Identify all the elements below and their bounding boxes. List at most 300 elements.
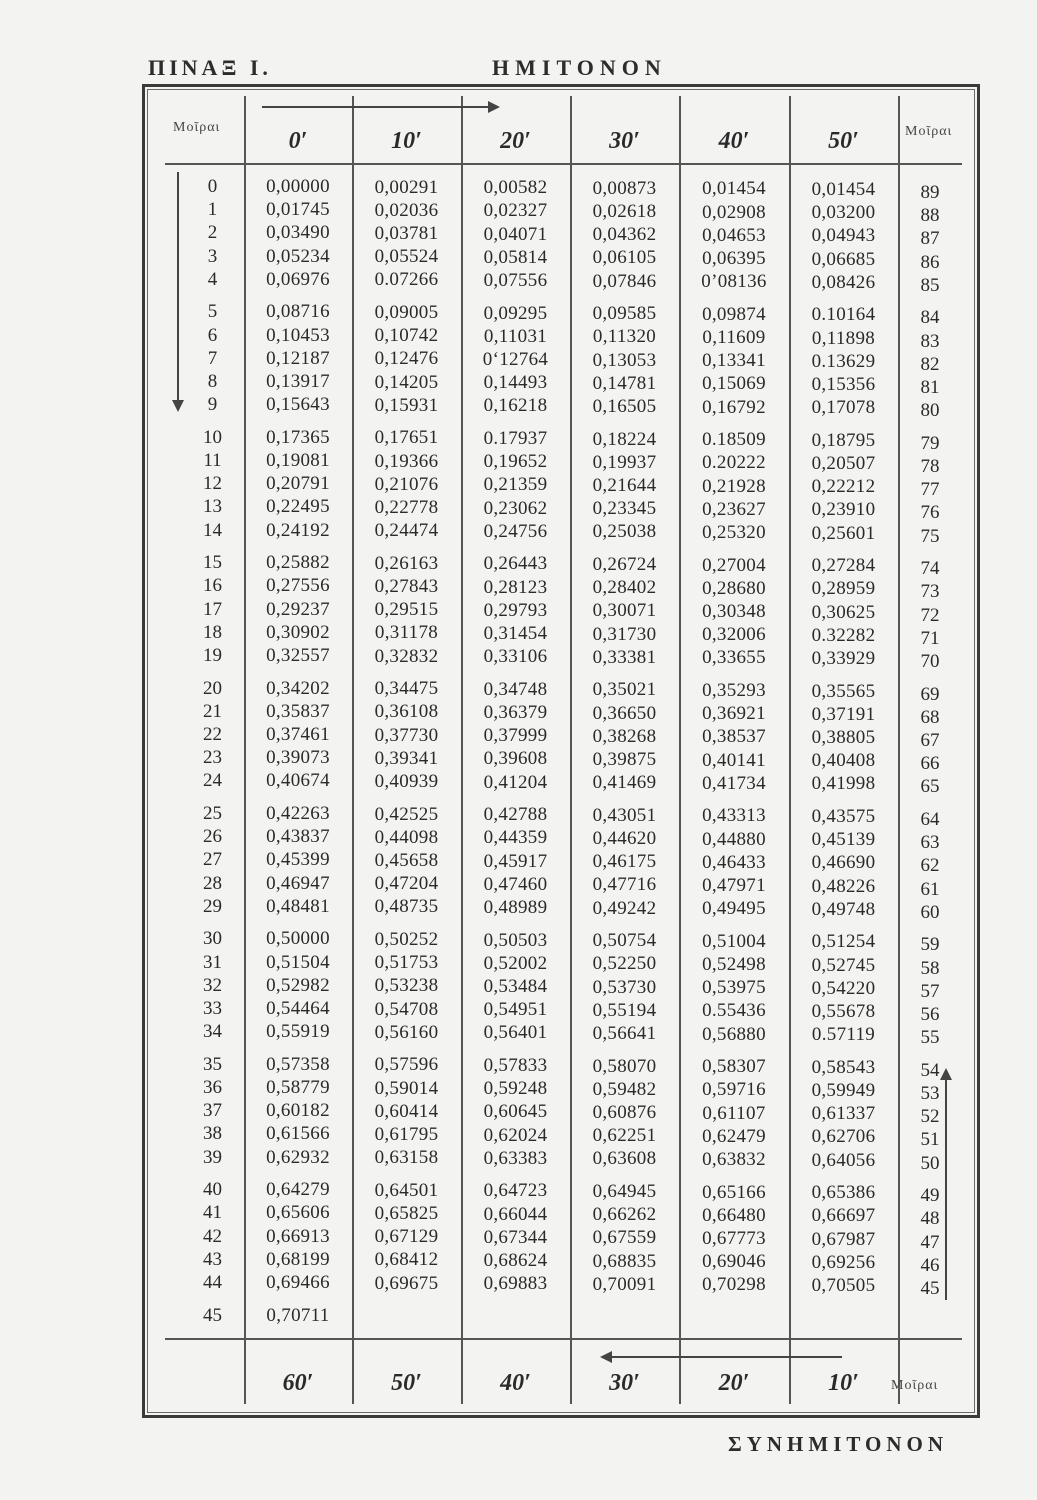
sine-value: 0,69675 bbox=[374, 1272, 439, 1294]
sine-value: 0,06685 bbox=[811, 248, 876, 270]
sine-value: 0,63608 bbox=[592, 1148, 657, 1170]
sine-value: 0,11609 bbox=[702, 327, 766, 348]
sine-value: 0,37461 bbox=[266, 724, 330, 745]
sine-value: 0,22778 bbox=[374, 497, 439, 518]
sine-value: 0,03200 bbox=[811, 202, 876, 224]
sine-value: 0,14781 bbox=[592, 372, 657, 394]
degree-value: 24 bbox=[203, 770, 222, 792]
sine-value: 0,03490 bbox=[266, 222, 330, 244]
degree-value: 12 bbox=[203, 473, 222, 495]
complement-degree-value: 53 bbox=[920, 1083, 940, 1104]
sine-value: 0,56880 bbox=[702, 1023, 766, 1045]
degree-value: 30 bbox=[203, 928, 222, 950]
complement-degree-value: 78 bbox=[920, 456, 940, 477]
sine-value: 0,59482 bbox=[592, 1078, 657, 1100]
sine-value: 0,53730 bbox=[592, 976, 657, 998]
sine-value: 0,12476 bbox=[374, 348, 439, 370]
sine-value: 0,25601 bbox=[811, 522, 876, 544]
sine-value: 0,58070 bbox=[592, 1055, 657, 1077]
sine-value: 0,27284 bbox=[811, 555, 876, 577]
sine-value: 0,61566 bbox=[266, 1123, 330, 1145]
sine-value: 0,23910 bbox=[811, 499, 876, 521]
sine-value: 0,12187 bbox=[266, 347, 330, 369]
complement-degree-value: 65 bbox=[920, 776, 940, 798]
degree-value: 42 bbox=[203, 1225, 222, 1247]
header-divider bbox=[165, 163, 962, 165]
complement-degree-value: 85 bbox=[920, 274, 940, 296]
sine-value: 0,62024 bbox=[483, 1124, 548, 1146]
sine-value: 0,41469 bbox=[592, 772, 657, 794]
sine-value: 0,67559 bbox=[592, 1227, 657, 1249]
sine-value: 0,66044 bbox=[483, 1203, 548, 1225]
sine-value: 0.07266 bbox=[374, 269, 439, 291]
minutes-footer-0: 60′ bbox=[282, 1370, 314, 1396]
sine-value: 0,19081 bbox=[266, 450, 330, 471]
sine-value: 0,31730 bbox=[592, 623, 657, 645]
sine-value: 0,30071 bbox=[592, 600, 657, 622]
sine-value: 0,46690 bbox=[811, 852, 876, 874]
sine-value: 0,44620 bbox=[592, 828, 657, 849]
sine-value: 0,57358 bbox=[266, 1053, 330, 1075]
sine-value: 0,21076 bbox=[374, 473, 439, 495]
complement-degree-value: 70 bbox=[920, 651, 940, 672]
sine-value: 0,35837 bbox=[266, 700, 330, 722]
sine-value: 0,34202 bbox=[266, 677, 330, 699]
sine-value: 0,02908 bbox=[702, 201, 766, 223]
degree-value: 21 bbox=[203, 700, 222, 722]
sine-value: 0,05234 bbox=[266, 245, 330, 267]
sine-value: 0,48735 bbox=[374, 896, 439, 918]
sine-value: 0,49748 bbox=[811, 898, 876, 920]
degree-value: 20 bbox=[203, 677, 222, 699]
sine-value: 0,11898 bbox=[811, 327, 876, 349]
degree-value: 10 bbox=[203, 426, 222, 448]
sine-value: 0,35565 bbox=[811, 680, 876, 702]
complement-degree-value: 56 bbox=[920, 1004, 940, 1025]
sine-value: 0,21644 bbox=[592, 475, 657, 496]
arrow-right-icon bbox=[488, 101, 500, 113]
sine-value: 0,31454 bbox=[483, 623, 548, 644]
sine-value: 0,19366 bbox=[374, 450, 439, 472]
sine-value: 0,28959 bbox=[811, 578, 876, 600]
complement-degree-value: 49 bbox=[920, 1185, 940, 1207]
degree-value: 6 bbox=[207, 324, 218, 346]
sine-value: 0,68835 bbox=[592, 1250, 657, 1272]
arrow-left-icon bbox=[600, 1351, 612, 1363]
sine-value: 0,68199 bbox=[266, 1248, 330, 1270]
sine-value: 0,67987 bbox=[811, 1228, 876, 1250]
degree-value: 16 bbox=[203, 575, 222, 597]
degree-value: 0 bbox=[207, 176, 218, 197]
sine-value: 0,59949 bbox=[811, 1080, 876, 1101]
degree-value: 35 bbox=[203, 1053, 222, 1075]
sine-value: 0,10742 bbox=[374, 325, 439, 347]
sine-value: 0,49242 bbox=[592, 897, 657, 919]
sine-value: 0,00582 bbox=[483, 177, 548, 199]
sine-value: 0,15643 bbox=[266, 394, 330, 416]
arrow-down-icon bbox=[172, 400, 184, 412]
sine-value: 0,67344 bbox=[483, 1226, 548, 1248]
sine-value: 0,60414 bbox=[374, 1100, 439, 1122]
sine-value: 0,40408 bbox=[811, 750, 876, 772]
complement-degree-value: 79 bbox=[920, 432, 940, 454]
degree-value: 31 bbox=[203, 951, 222, 973]
sine-value: 0,43051 bbox=[592, 804, 657, 826]
sine-value: 0,60645 bbox=[483, 1101, 548, 1123]
sine-value: 0,36108 bbox=[374, 701, 439, 723]
sine-value: 0,38268 bbox=[592, 725, 657, 747]
degree-value: 40 bbox=[203, 1179, 222, 1201]
complement-degree-value: 80 bbox=[920, 400, 940, 422]
sine-value: 0,63158 bbox=[374, 1147, 439, 1169]
sine-value: 0,45658 bbox=[374, 850, 439, 871]
complement-degree-value: 68 bbox=[920, 706, 940, 728]
complement-degree-value: 76 bbox=[920, 502, 940, 524]
sine-value: 0,50000 bbox=[266, 928, 330, 950]
complement-degree-value: 61 bbox=[920, 878, 940, 900]
sine-value: 0,50503 bbox=[483, 929, 548, 951]
sine-value: 0,27843 bbox=[374, 576, 439, 597]
sine-value: 0.10164 bbox=[811, 304, 876, 326]
complement-degree-value: 66 bbox=[920, 753, 940, 775]
sine-value: 0,42525 bbox=[374, 803, 439, 825]
sine-value: 0,45139 bbox=[811, 829, 876, 851]
sine-value: 0,32006 bbox=[702, 624, 766, 646]
sine-value: 0,28680 bbox=[702, 577, 766, 599]
sine-value: 0,04071 bbox=[483, 223, 548, 245]
footer-divider bbox=[165, 1338, 962, 1340]
degree-value: 29 bbox=[203, 895, 222, 917]
sine-value: 0,24474 bbox=[374, 520, 439, 542]
sine-value: 0,16218 bbox=[483, 395, 548, 417]
sine-value: 0,06395 bbox=[702, 248, 766, 269]
sine-value: 0,70711 bbox=[266, 1304, 330, 1326]
sine-value: 0,13341 bbox=[702, 350, 766, 372]
sine-value: 0,47204 bbox=[374, 873, 439, 895]
sine-value: 0,53238 bbox=[374, 975, 439, 997]
degree-value: 43 bbox=[203, 1248, 222, 1270]
sine-value: 0,44098 bbox=[374, 826, 439, 848]
sine-value: 0‘12764 bbox=[482, 349, 549, 370]
sine-value: 0,43837 bbox=[266, 826, 330, 848]
degree-value: 3 bbox=[207, 245, 218, 267]
complement-degree-value: 74 bbox=[920, 558, 940, 580]
sine-value: 0,53484 bbox=[483, 976, 548, 997]
sine-value: 0,49495 bbox=[702, 898, 766, 920]
complement-degree-value: 45 bbox=[920, 1278, 940, 1299]
sine-value: 0,09005 bbox=[374, 302, 439, 323]
sine-value: 0,64056 bbox=[811, 1149, 876, 1171]
sine-value: 0,02327 bbox=[483, 200, 548, 222]
complement-degree-value: 86 bbox=[920, 251, 940, 273]
sine-value: 0,67773 bbox=[702, 1228, 766, 1249]
degree-value: 5 bbox=[207, 301, 218, 323]
sine-value: 0,69046 bbox=[702, 1251, 766, 1273]
complement-degree-value: 54 bbox=[920, 1059, 940, 1081]
sine-value: 0,52002 bbox=[483, 952, 548, 974]
sine-value: 0.55436 bbox=[702, 1000, 766, 1022]
complement-degree-value: 81 bbox=[920, 377, 940, 398]
degree-value: 33 bbox=[203, 998, 222, 1019]
sine-value: 0,51753 bbox=[374, 952, 439, 974]
degree-value: 44 bbox=[203, 1272, 222, 1293]
sine-value: 0,70505 bbox=[811, 1275, 876, 1296]
sine-value: 0,17365 bbox=[266, 426, 330, 448]
degree-value: 1 bbox=[207, 199, 218, 221]
sine-value: 0,65386 bbox=[811, 1182, 876, 1204]
sine-value: 0,11320 bbox=[592, 326, 657, 348]
complement-degree-value: 89 bbox=[920, 182, 940, 203]
sine-value: 0,46433 bbox=[702, 851, 766, 873]
sine-value: 0.20222 bbox=[702, 452, 766, 474]
sine-value: 0,04943 bbox=[811, 225, 876, 247]
sine-value: 0,21928 bbox=[702, 475, 766, 497]
sine-value: 0,41734 bbox=[702, 772, 766, 794]
sine-value: 0,59014 bbox=[374, 1077, 439, 1099]
sine-value: 0,23345 bbox=[592, 498, 657, 520]
sine-value: 0,65606 bbox=[266, 1202, 330, 1224]
complement-degree-value: 62 bbox=[920, 855, 940, 877]
sine-value: 0,57833 bbox=[483, 1055, 548, 1076]
sine-value: 0,24756 bbox=[483, 520, 548, 542]
sine-value: 0,05524 bbox=[374, 246, 439, 268]
sine-value: 0,42788 bbox=[483, 804, 548, 826]
sine-value: 0,58779 bbox=[266, 1077, 330, 1098]
sine-value: 0,60876 bbox=[592, 1102, 657, 1123]
sine-value: 0,69466 bbox=[266, 1272, 330, 1293]
sine-value: 0,23062 bbox=[483, 497, 548, 519]
degree-value: 37 bbox=[203, 1100, 222, 1122]
sine-value: 0,46947 bbox=[266, 872, 330, 894]
sine-value: 0,34748 bbox=[483, 678, 548, 700]
complement-degree-value: 64 bbox=[920, 809, 940, 830]
sine-value: 0,25320 bbox=[702, 522, 766, 543]
sine-value: 0,38805 bbox=[811, 727, 876, 748]
minutes-header-2: 20′ bbox=[500, 128, 531, 154]
complement-degree-value: 83 bbox=[920, 330, 940, 352]
sine-value: 0,13053 bbox=[592, 349, 657, 371]
sine-value: 0,54220 bbox=[811, 977, 876, 999]
complement-degree-value: 73 bbox=[920, 581, 940, 603]
sine-value: 0,46175 bbox=[592, 851, 657, 873]
sine-value: 0,37999 bbox=[483, 725, 548, 747]
sine-value: 0,59716 bbox=[702, 1079, 766, 1101]
sine-value: 0.57119 bbox=[811, 1024, 876, 1046]
sine-value: 0,38537 bbox=[702, 726, 766, 748]
degrees-header-left: Μοῖραι bbox=[173, 120, 221, 135]
sine-value: 0,08426 bbox=[811, 271, 876, 293]
sine-value: 0,64945 bbox=[592, 1181, 657, 1202]
sine-value: 0,26724 bbox=[592, 554, 657, 575]
sine-value: 0,28123 bbox=[483, 576, 548, 598]
complement-degree-value: 55 bbox=[920, 1027, 940, 1049]
degree-value: 39 bbox=[203, 1146, 222, 1168]
degree-value: 18 bbox=[203, 621, 222, 643]
degrees-footer-right: Μοῖραι bbox=[891, 1378, 939, 1393]
sine-value: 0,31178 bbox=[374, 622, 439, 644]
sine-value: 0,09295 bbox=[483, 302, 548, 324]
sine-value: 0,43313 bbox=[702, 805, 766, 827]
sine-value: 0,47460 bbox=[483, 873, 548, 895]
sine-value: 0,52982 bbox=[266, 974, 330, 996]
sine-value: 0,63383 bbox=[483, 1147, 548, 1169]
complement-degree-value: 52 bbox=[920, 1106, 940, 1128]
sine-value: 0,48481 bbox=[266, 895, 330, 917]
complement-degree-value: 84 bbox=[920, 307, 940, 329]
sine-value: 0,37730 bbox=[374, 724, 439, 746]
degree-value: 14 bbox=[203, 519, 222, 541]
sine-value: 0,33929 bbox=[811, 648, 876, 669]
sine-value: 0,06976 bbox=[266, 268, 330, 290]
complement-degree-value: 77 bbox=[920, 479, 940, 501]
sine-value: 0,04362 bbox=[592, 224, 657, 246]
sine-value: 0,53975 bbox=[702, 977, 766, 999]
sine-value: 0,14205 bbox=[374, 371, 439, 393]
minutes-footer-1: 50′ bbox=[391, 1370, 422, 1396]
sine-value: 0,39608 bbox=[483, 748, 548, 770]
complement-degree-value: 71 bbox=[920, 627, 940, 649]
sine-value: 0,25038 bbox=[592, 521, 657, 543]
sine-value: 0,17078 bbox=[811, 397, 876, 419]
sine-value: 0,29237 bbox=[266, 598, 330, 620]
arrow-down-line bbox=[177, 172, 179, 404]
arrow-right-line bbox=[262, 106, 492, 108]
sine-value: 0,61795 bbox=[374, 1124, 439, 1145]
degree-value: 38 bbox=[203, 1123, 222, 1145]
degree-value: 7 bbox=[207, 347, 218, 369]
sine-value: 0,11031 bbox=[483, 325, 548, 347]
sine-value: 0,15069 bbox=[702, 373, 766, 395]
minutes-footer-5: 10′ bbox=[828, 1370, 859, 1396]
sine-value: 0,69883 bbox=[483, 1273, 548, 1295]
sine-value: 0,51004 bbox=[702, 930, 766, 952]
sine-value: 0,30625 bbox=[811, 601, 876, 623]
sine-value: 0,23627 bbox=[702, 498, 766, 520]
sine-value: 0,00291 bbox=[374, 176, 439, 198]
sine-value: 0,64279 bbox=[266, 1179, 330, 1201]
sine-value: 0,29515 bbox=[374, 599, 439, 621]
complement-degree-value: 58 bbox=[920, 957, 940, 979]
sine-value: 0.17937 bbox=[483, 428, 548, 449]
sine-value: 0,16792 bbox=[702, 396, 766, 418]
sine-value: 0,51504 bbox=[266, 951, 330, 973]
sine-value: 0,48989 bbox=[483, 897, 548, 918]
sine-value: 0,07556 bbox=[483, 270, 548, 291]
sine-value: 0,55678 bbox=[811, 1001, 876, 1022]
sine-value: 0,18795 bbox=[811, 429, 876, 451]
sine-value: 0,64723 bbox=[483, 1180, 548, 1202]
complement-degree-value: 87 bbox=[920, 228, 940, 250]
sine-value: 0,33381 bbox=[592, 646, 657, 668]
sine-value: 0,01454 bbox=[702, 178, 766, 200]
sine-value: 0,58543 bbox=[811, 1056, 876, 1078]
sine-value: 0,56401 bbox=[483, 1022, 548, 1044]
degree-value: 2 bbox=[207, 222, 218, 244]
sine-value: 0,26163 bbox=[374, 552, 439, 574]
sine-value: 0,47971 bbox=[702, 875, 766, 896]
degree-value: 27 bbox=[203, 849, 222, 871]
sine-value: 0,39341 bbox=[374, 747, 439, 769]
sine-value: 0,09585 bbox=[592, 303, 657, 325]
sine-value: 0,10453 bbox=[266, 324, 330, 346]
sine-value: 0,20507 bbox=[811, 453, 876, 474]
sine-value: 0,66480 bbox=[702, 1204, 766, 1226]
degree-value: 8 bbox=[207, 371, 218, 392]
sine-value: 0,15931 bbox=[374, 394, 439, 416]
sine-value: 0,54464 bbox=[266, 998, 330, 1019]
degree-value: 15 bbox=[203, 552, 222, 574]
minutes-header-1: 10′ bbox=[391, 128, 422, 154]
sine-value: 0’08136 bbox=[701, 271, 767, 293]
sine-value: 0,61107 bbox=[702, 1102, 766, 1124]
sine-value: 0,70298 bbox=[702, 1274, 766, 1296]
sine-value: 0,66697 bbox=[811, 1205, 876, 1227]
sine-value: 0,27004 bbox=[702, 554, 766, 576]
minutes-header-3: 30′ bbox=[609, 128, 640, 154]
complement-degree-value: 69 bbox=[920, 683, 940, 705]
complement-degree-value: 60 bbox=[920, 901, 940, 923]
sine-value: 0,05814 bbox=[483, 246, 548, 268]
degree-value: 36 bbox=[203, 1077, 222, 1098]
complement-degree-value: 88 bbox=[920, 205, 940, 227]
sine-value: 0.13629 bbox=[811, 350, 876, 372]
sine-value: 0,36650 bbox=[592, 702, 657, 724]
sine-value: 0,60182 bbox=[266, 1100, 330, 1122]
sine-value: 0,19652 bbox=[483, 451, 548, 473]
sine-value: 0,48226 bbox=[811, 875, 876, 897]
complement-degree-value: 63 bbox=[920, 832, 940, 854]
degree-value: 17 bbox=[203, 598, 222, 620]
sine-value: 0,18224 bbox=[592, 428, 657, 450]
sine-value: 0,54951 bbox=[483, 999, 548, 1021]
table-number: ΠΙΝΑΞ Ι. bbox=[148, 55, 272, 80]
sine-value: 0,08716 bbox=[266, 301, 330, 323]
sine-value: 0,25882 bbox=[266, 552, 330, 574]
sine-value: 0,21359 bbox=[483, 474, 548, 496]
complement-degree-value: 59 bbox=[920, 934, 940, 956]
sine-value: 0,59248 bbox=[483, 1078, 548, 1100]
complement-degree-value: 57 bbox=[920, 980, 940, 1002]
sine-value: 0,00000 bbox=[266, 176, 330, 197]
degree-value: 45 bbox=[203, 1304, 222, 1326]
complement-degree-value: 47 bbox=[920, 1231, 940, 1253]
sine-value: 0.18509 bbox=[702, 429, 766, 451]
sine-value: 0,19937 bbox=[592, 451, 657, 473]
degree-value: 25 bbox=[203, 803, 222, 824]
sine-value: 0,40939 bbox=[374, 771, 439, 792]
sine-value: 0,28402 bbox=[592, 577, 657, 599]
sine-value: 0,66913 bbox=[266, 1225, 330, 1247]
sine-value: 0,30348 bbox=[702, 601, 766, 622]
degree-value: 41 bbox=[203, 1202, 222, 1224]
sine-value: 0,01454 bbox=[811, 179, 876, 200]
sine-value: 0,62479 bbox=[702, 1125, 766, 1147]
sine-value: 0,30902 bbox=[266, 621, 330, 643]
sine-value: 0,62932 bbox=[266, 1146, 330, 1168]
sine-value: 0,64501 bbox=[374, 1179, 439, 1201]
complement-degree-value: 72 bbox=[920, 604, 940, 626]
sine-value: 0,67129 bbox=[374, 1226, 439, 1248]
complement-degree-value: 46 bbox=[920, 1254, 940, 1276]
sine-value: 0,37191 bbox=[811, 703, 876, 725]
sine-value: 0,22495 bbox=[266, 496, 330, 518]
sine-value: 0,68624 bbox=[483, 1250, 548, 1271]
complement-degree-value: 48 bbox=[920, 1208, 940, 1230]
sine-value: 0,35293 bbox=[702, 680, 766, 701]
sine-value: 0,14493 bbox=[483, 372, 548, 394]
sine-value: 0,47716 bbox=[592, 874, 657, 896]
degree-value: 26 bbox=[203, 826, 222, 848]
